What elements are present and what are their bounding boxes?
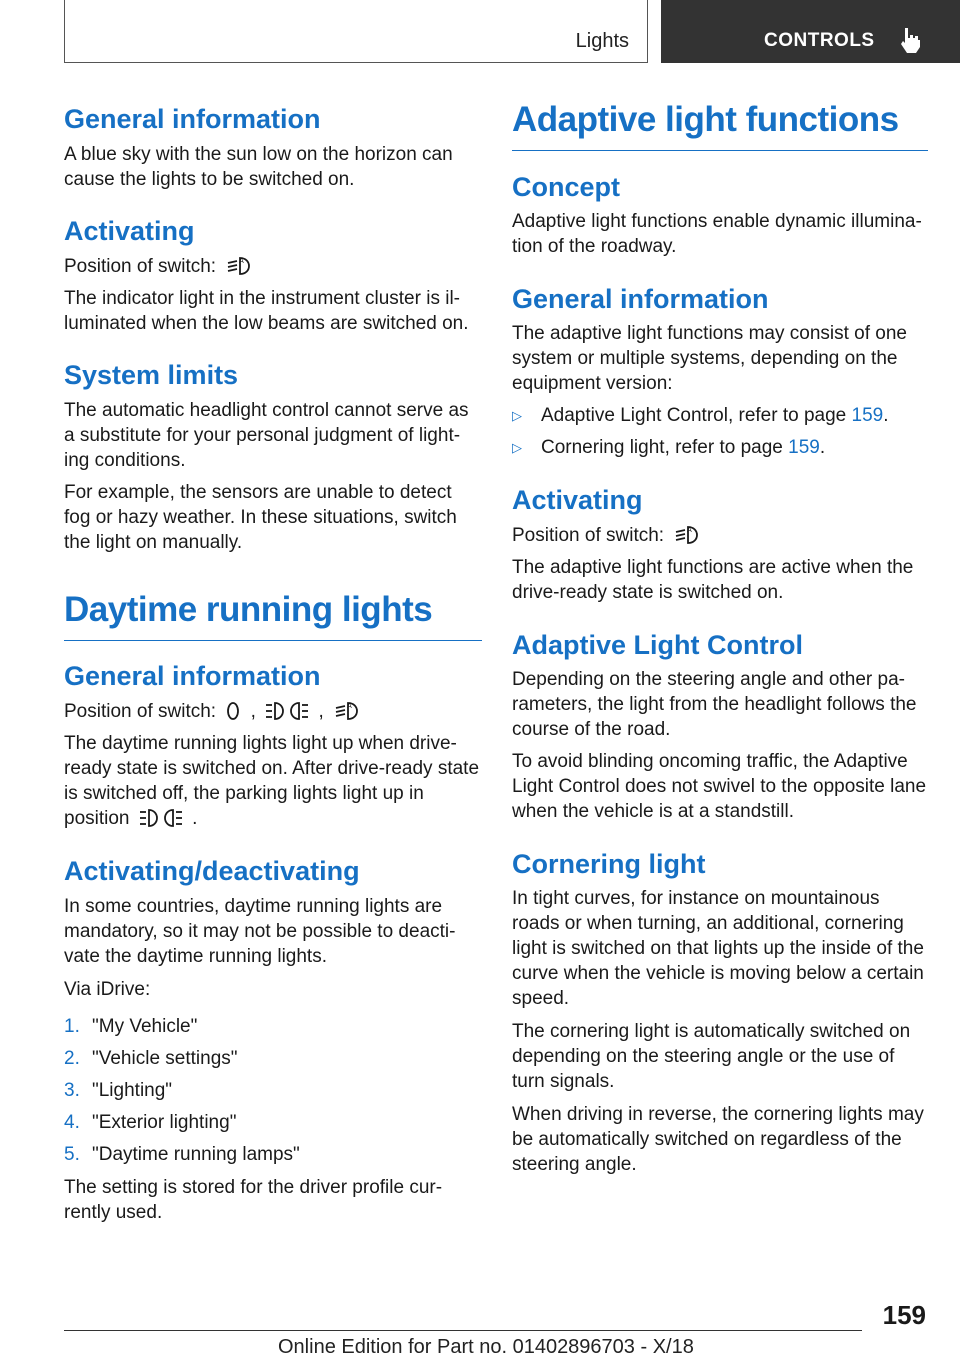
list-item: 3. "Lighting" bbox=[64, 1080, 173, 1101]
cornering-text-3: When driving in reverse, the cornering lights may be automatically switched on regardless of the steering angle. bbox=[512, 1104, 924, 1175]
daytime-general-heading: General information bbox=[64, 661, 321, 691]
position-label: Position of switch: bbox=[64, 256, 217, 277]
page-link[interactable]: 159 bbox=[851, 405, 884, 426]
activating-heading: Activating bbox=[64, 216, 195, 246]
daytime-title-block bbox=[64, 590, 482, 641]
low-beam-icon bbox=[225, 255, 251, 277]
low-beam-icon bbox=[333, 700, 359, 722]
parking-lights-icon bbox=[139, 807, 183, 829]
page-link[interactable]: 159 bbox=[788, 437, 820, 458]
footer-edition: Online Edition for Part no. 01402896703 - X/18 bbox=[278, 1336, 694, 1358]
adaptive-general-text: The adaptive light functions may consist of one system or multiple systems, depending on the equipment version: bbox=[512, 323, 908, 394]
adaptive-general-heading: General information bbox=[512, 284, 769, 314]
daytime-text bbox=[64, 731, 482, 831]
adaptive-activating-heading: Activating bbox=[512, 485, 643, 515]
list-item: 2. "Vehicle settings" bbox=[64, 1048, 238, 1069]
adaptive-title-block bbox=[512, 100, 928, 151]
cornering-heading: Cornering light bbox=[512, 849, 706, 879]
concept-text: Adaptive light functions enable dynamic illumina-tion of the roadway. bbox=[512, 211, 922, 257]
setting-stored-text: The setting is stored for the driver profile cur-rently used. bbox=[64, 1177, 443, 1223]
off-position-icon bbox=[225, 700, 241, 722]
system-limits-text-2: For example, the sensors are unable to detect fog or hazy weather. In these situations, switch the light on manually. bbox=[64, 482, 457, 553]
system-limits-heading: System limits bbox=[64, 360, 239, 390]
concept-heading: Concept bbox=[512, 172, 620, 202]
adaptive-activating-text: The adaptive light functions are active when the drive-ready state is switched on. bbox=[512, 557, 914, 603]
activating-deactivating-heading: Activating/deactivating bbox=[64, 856, 360, 886]
list-item: ▷ Cornering light, refer to page 159. bbox=[512, 437, 826, 458]
header-section-title: Lights bbox=[575, 30, 629, 52]
svg-text:A: A bbox=[687, 526, 693, 534]
header-section-box bbox=[64, 0, 648, 63]
activating-position-line bbox=[64, 254, 482, 279]
low-beam-icon bbox=[673, 524, 699, 546]
daytime-text-body: The daytime running lights light up when drive-ready state is switched on. After drive-ready state is switched off, the parking lights light up in bbox=[64, 733, 480, 804]
pointing-hand-icon bbox=[897, 26, 923, 54]
svg-text:A: A bbox=[347, 702, 352, 710]
period: . bbox=[192, 808, 198, 829]
position-label: Position of switch: bbox=[512, 525, 665, 546]
adaptive-systems-list bbox=[512, 403, 928, 467]
list-item: 1. "My Vehicle" bbox=[64, 1016, 198, 1037]
system-limits-text-1: The automatic headlight control cannot serve as a substitute for your personal judgment of light-ing conditions. bbox=[64, 400, 469, 471]
separator: , bbox=[250, 701, 256, 722]
adaptive-position-line bbox=[512, 523, 928, 548]
adaptive-title: Adaptive light functions bbox=[512, 100, 899, 139]
list-item: 4. "Exterior lighting" bbox=[64, 1112, 237, 1133]
triangle-bullet-icon: ▷ bbox=[512, 440, 522, 455]
general-info-heading: General information bbox=[64, 104, 321, 134]
page-number: 159 bbox=[882, 1300, 926, 1330]
header-chapter-box bbox=[661, 0, 960, 63]
idrive-steps-list bbox=[64, 1014, 482, 1174]
position-word: position bbox=[64, 808, 130, 829]
list-item: ▷ Adaptive Light Control, refer to page 159. bbox=[512, 405, 889, 426]
alc-heading: Adaptive Light Control bbox=[512, 630, 803, 660]
cornering-text-1: In tight curves, for instance on mountainous roads or when turning, an additional, cornering light is switched on that lights up the inside of the curve when the vehicle is moving below a certain speed. bbox=[512, 888, 924, 1009]
general-info-text: A blue sky with the sun low on the horizon can cause the lights to be switched on. bbox=[64, 144, 453, 190]
activating-text: The indicator light in the instrument cluster is il-luminated when the low beams are switched on. bbox=[64, 288, 469, 334]
list-item: 5. "Daytime running lamps" bbox=[64, 1144, 300, 1165]
daytime-title: Daytime running lights bbox=[64, 590, 433, 629]
activating-deactivating-text: In some countries, daytime running lights are mandatory, so it may not be possible to deacti-vate the daytime running lights. bbox=[64, 896, 456, 967]
parking-lights-icon bbox=[265, 700, 309, 722]
footer-divider bbox=[64, 1330, 862, 1331]
daytime-position-line bbox=[64, 699, 482, 724]
cornering-text-2: The cornering light is automatically switched on depending on the steering angle or the use of turn signals. bbox=[512, 1021, 911, 1092]
header-chapter-title: CONTROLS bbox=[764, 30, 875, 51]
via-idrive-text: Via iDrive: bbox=[64, 979, 151, 1000]
alc-text-1: Depending on the steering angle and other pa-rameters, the light from the headlight follows the course of the road. bbox=[512, 669, 917, 740]
alc-text-2: To avoid blinding oncoming traffic, the Adaptive Light Control does not swivel to the opposite lane when the vehicle is at a standstill. bbox=[512, 751, 927, 822]
svg-text:A: A bbox=[239, 257, 245, 265]
separator: , bbox=[318, 701, 324, 722]
triangle-bullet-icon: ▷ bbox=[512, 408, 522, 423]
position-label: Position of switch: bbox=[64, 701, 217, 722]
